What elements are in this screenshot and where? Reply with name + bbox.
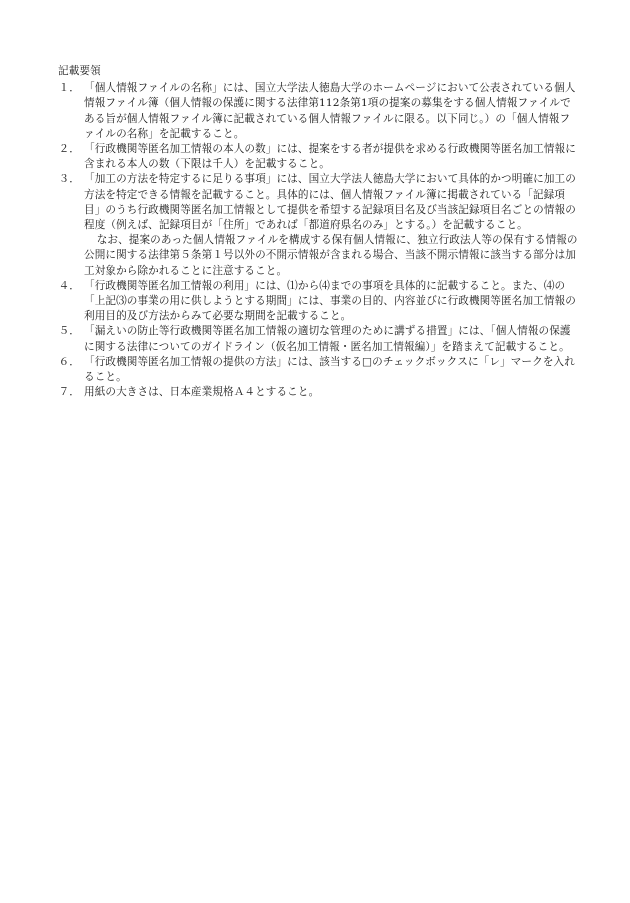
item-body bbox=[84, 142, 578, 172]
section-heading: 記載要領 bbox=[58, 65, 101, 77]
item-number: ６． bbox=[58, 355, 80, 368]
instruction-item-7 bbox=[58, 385, 578, 400]
instructions-section bbox=[58, 64, 578, 400]
item-note-paragraph: なお、提案のあった個人情報ファイルを構成する保有個人情報に、独立行政法人等の保有する情報の公開に関する法律第５条第１号以外の不開示情報が含まれる場合、当該不開示情報に該当する部分は加工対象から除かれることに注意すること。 bbox=[84, 234, 578, 277]
instruction-item-6 bbox=[58, 355, 578, 385]
item-paragraph: 「漏えいの防止等行政機関等匿名加工情報の適切な管理のために講ずる措置」には、「個人情報の保護に関する法律についてのガイドライン（仮名加工情報・匿名加工情報編）」を踏まえて記載すること。 bbox=[84, 325, 571, 353]
item-body bbox=[84, 324, 578, 354]
item-number: ５． bbox=[58, 325, 80, 338]
item-paragraph: 「行政機関等匿名加工情報の提供の方法」には、該当する□のチェックボックスに「レ」マークを入れること。 bbox=[84, 355, 575, 384]
item-paragraph: 「行政機関等匿名加工情報の利用」には、⑴から⑷までの事項を具体的に記載すること。また、⑷の「上記⑶の事業の用に供しようとする期間」には、事業の目的、内容並びに行政機関等匿名加工情報の利用目的及び方法からみて必要な期間を記載すること。 bbox=[84, 279, 576, 323]
item-paragraph: 「加工の方法を特定するに足りる事項」には、国立大学法人徳島大学において具体的かつ明確に加工の方法を特定できる情報を記載すること。具体的には、個人情報ファイル簿に掲載されている「記録項目」のうち行政機関等匿名加工情報として提供を希望する記録項目名及び当該記録項目名ごとの情報の程度（例えば、記録項目が「住所」であれば「都道府県名のみ」とする。）を記載すること。 bbox=[84, 173, 576, 232]
item-body bbox=[84, 385, 578, 400]
item-number: １． bbox=[58, 82, 80, 95]
item-body bbox=[84, 81, 578, 142]
instruction-item-1 bbox=[58, 81, 578, 142]
item-number: ４． bbox=[58, 279, 80, 292]
instruction-item-3 bbox=[58, 172, 578, 278]
item-body bbox=[84, 172, 578, 278]
item-body bbox=[84, 355, 578, 385]
instruction-item-5 bbox=[58, 324, 578, 354]
item-number: ７． bbox=[58, 386, 80, 399]
item-paragraph: 「個人情報ファイルの名称」には、国立大学法人徳島大学のホームページにおいて公表されている個人情報ファイル簿（個人情報の保護に関する法律第112条第1項の提案の募集をする個人情報ファイルである旨が個人情報ファイル簿に記載されている個人情報ファイルに限る。以下同じ。）の「個人情報ファイルの名称」を記載すること。 bbox=[84, 82, 576, 140]
item-number: ２． bbox=[58, 143, 80, 156]
instruction-item-2 bbox=[58, 142, 578, 172]
item-body bbox=[84, 279, 578, 325]
item-paragraph: 用紙の大きさは、日本産業規格Ａ４とすること。 bbox=[84, 386, 320, 399]
instruction-list bbox=[58, 81, 578, 400]
item-paragraph: 「行政機関等匿名加工情報の本人の数」には、提案をする者が提供を求める行政機関等匿名加工情報に含まれる本人の数（下限は千人）を記載すること。 bbox=[84, 143, 576, 171]
item-number: ３． bbox=[58, 173, 80, 186]
instruction-item-4 bbox=[58, 279, 578, 325]
